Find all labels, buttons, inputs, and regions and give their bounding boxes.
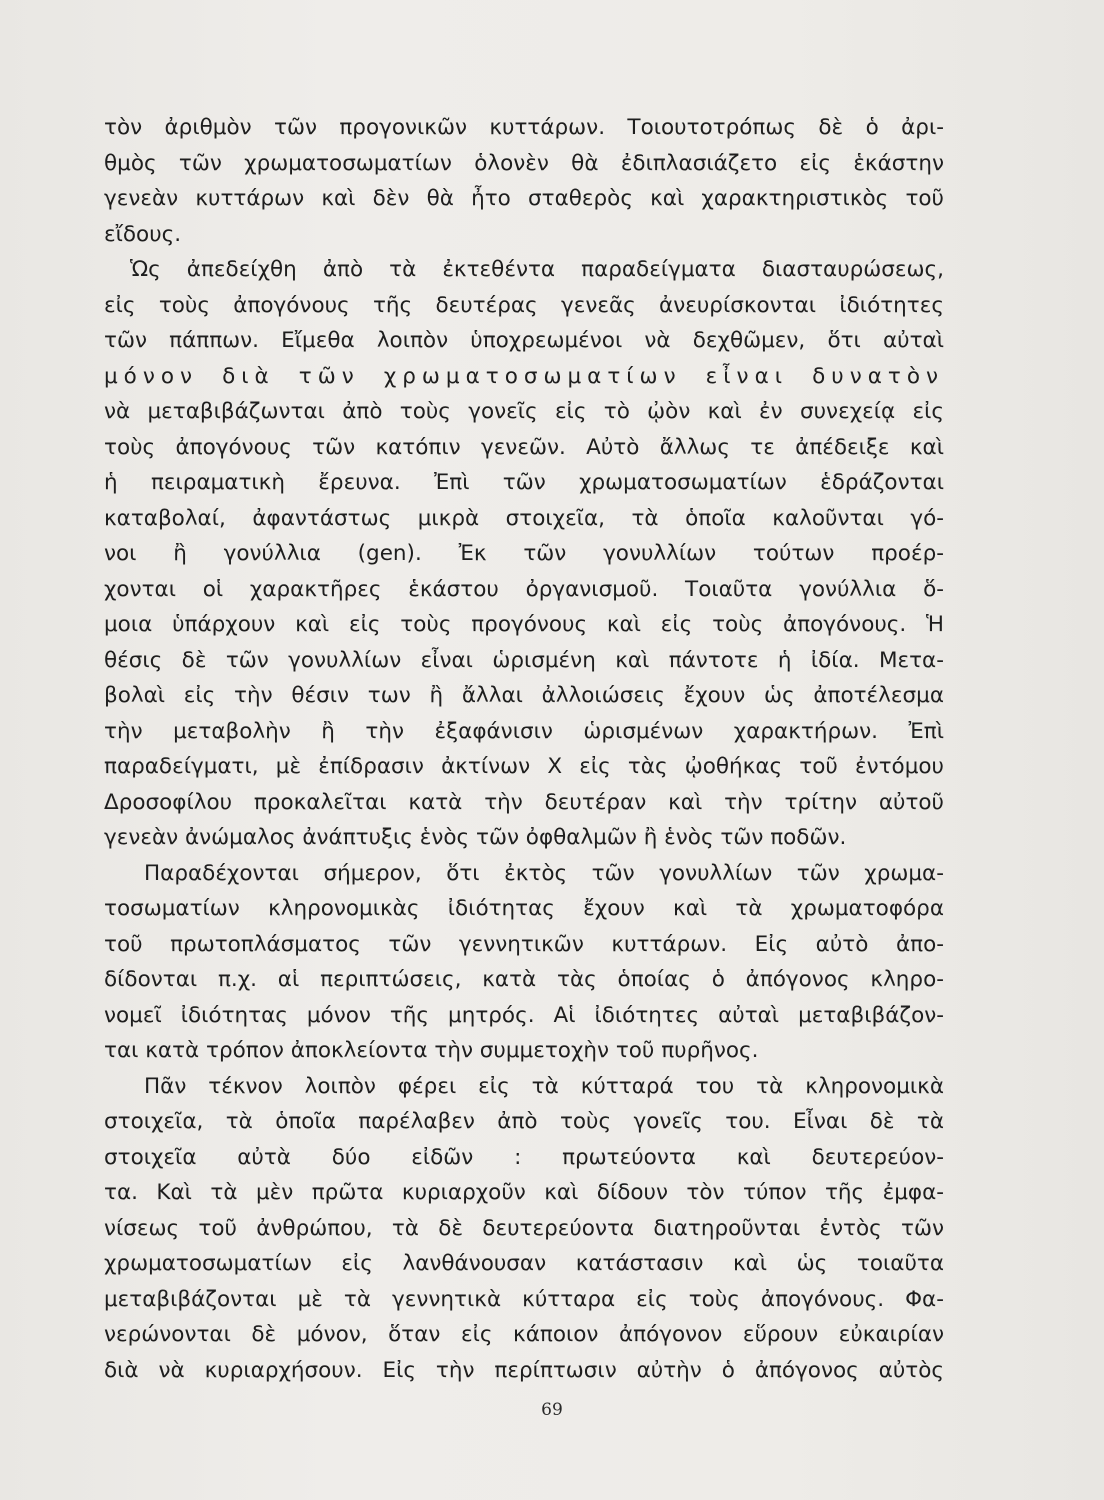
text-line: νίσεως τοῦ ἀνθρώπου, τὰ δὲ δευτερεύοντα διατηροῦνται ἐντὸς τῶν: [104, 1215, 944, 1241]
text-line: παραδείγματι, μὲ ἐπίδρασιν ἀκτίνων X εἰς τὰς ᾠοθήκας τοῦ ἐντόμου: [104, 754, 944, 779]
text-line: τοὺς ἀπογόνους τῶν κατόπιν γενεῶν. Αὐτὸ ἄλλως τε ἀπέδειξε καὶ: [104, 434, 944, 460]
text-line: θέσις δὲ τῶν γονυλλίων εἶναι ὡρισμένη καὶ πάντοτε ἡ ἰδία. Μετα-: [104, 647, 944, 673]
text-line: ται κατὰ τρόπον ἀποκλείοντα τὴν συμμετοχὴν τοῦ πυρῆνος.: [104, 1038, 759, 1063]
text-line: στοιχεῖα, τὰ ὁποῖα παρέλαβεν ἀπὸ τοὺς γονεῖς του. Εἶναι δὲ τὰ: [104, 1109, 944, 1134]
text-line: νερώνονται δὲ μόνον, ὅταν εἰς κάποιον ἀπόγονον εὕρουν εὐκαιρίαν: [104, 1322, 944, 1347]
text-line: θμὸς τῶν χρωματοσωματίων ὁλονὲν θὰ ἐδιπλασιάζετο εἰς ἑκάστην: [104, 150, 944, 176]
text-line: γενεὰν ἀνώμαλος ἀνάπτυξις ἑνὸς τῶν ὀφθαλμῶν ἢ ἑνὸς τῶν ποδῶν.: [104, 825, 847, 850]
text-line: διὰ νὰ κυριαρχήσουν. Εἰς τὴν περίπτωσιν αὐτὴν ὁ ἀπόγονος αὐτὸς: [104, 1357, 944, 1383]
text-line-emphasis: μόνον διὰ τῶν χρωματοσωματίων εἶναι δυνατὸν: [104, 363, 944, 389]
text-line: Δροσοφίλου προκαλεῖται κατὰ τὴν δευτέραν καὶ τὴν τρίτην αὐτοῦ: [104, 789, 944, 815]
text-line: εἴδους.: [104, 221, 182, 247]
text-line: τῶν πάππων. Εἴμεθα λοιπὸν ὑποχρεωμένοι νὰ δεχθῶμεν, ὅτι αὐταὶ: [104, 328, 944, 353]
text-line: βολαὶ εἰς τὴν θέσιν των ἢ ἄλλαι ἀλλοιώσεις ἔχουν ὡς ἀποτέλεσμα: [104, 683, 944, 708]
text-line: νομεῖ ἰδιότητας μόνον τῆς μητρός. Αἱ ἰδιότητες αὐταὶ μεταβιβάζον-: [104, 1002, 944, 1028]
text-line: γενεὰν κυττάρων καὶ δὲν θὰ ἦτο σταθερὸς καὶ χαρακτηριστικὸς τοῦ: [104, 186, 944, 211]
page-text: [104, 110, 944, 1388]
text-line: καταβολαί, ἀφαντάστως μικρὰ στοιχεῖα, τὰ ὁποῖα καλοῦνται γό-: [104, 505, 944, 531]
page-number: 69: [541, 1400, 563, 1420]
text-line: Πᾶν τέκνον λοιπὸν φέρει εἰς τὰ κύτταρά του τὰ κληρονομικὰ: [144, 1073, 944, 1099]
text-line: δίδονται π.χ. αἱ περιπτώσεις, κατὰ τὰς ὁποίας ὁ ἀπόγονος κληρο-: [104, 967, 944, 992]
text-line: τοσωματίων κληρονομικὰς ἰδιότητας ἔχουν καὶ τὰ χρωματοφόρα: [104, 896, 944, 921]
text-line: χρωματοσωματίων εἰς λανθάνουσαν κατάστασιν καὶ ὡς τοιαῦτα: [104, 1251, 944, 1276]
text-line: νὰ μεταβιβάζωνται ἀπὸ τοὺς γονεῖς εἰς τὸ ᾠὸν καὶ ἐν συνεχείᾳ εἰς: [104, 399, 944, 424]
text-line: μεταβιβάζονται μὲ τὰ γεννητικὰ κύτταρα εἰς τοὺς ἀπογόνους. Φα-: [104, 1286, 944, 1312]
text-line: τὴν μεταβολὴν ἢ τὴν ἐξαφάνισιν ὡρισμένων χαρακτήρων. Ἐπὶ: [104, 718, 944, 744]
text-line: εἰς τοὺς ἀπογόνους τῆς δευτέρας γενεᾶς ἀνευρίσκονται ἰδιότητες: [104, 292, 944, 318]
text-line: χονται οἱ χαρακτῆρες ἑκάστου ὀργανισμοῦ. Τοιαῦτα γονύλλια ὅ-: [104, 576, 944, 602]
text-line: Ὡς ἀπεδείχθη ἀπὸ τὰ ἐκτεθέντα παραδείγματα διασταυρώσεως,: [130, 257, 944, 282]
text-line: ἡ πειραματικὴ ἔρευνα. Ἐπὶ τῶν χρωματοσωματίων ἑδράζονται: [104, 470, 944, 495]
text-line: Παραδέχονται σήμερον, ὅτι ἐκτὸς τῶν γονυλλίων τῶν χρωμα-: [144, 860, 944, 886]
text-line: τοῦ πρωτοπλάσματος τῶν γεννητικῶν κυττάρων. Εἰς αὐτὸ ἀπο-: [104, 931, 944, 957]
text-line: νοι ἢ γονύλλια (gen). Ἐκ τῶν γονυλλίων τούτων προέρ-: [104, 541, 944, 566]
text-line: τὸν ἀριθμὸν τῶν προγονικῶν κυττάρων. Τοιουτοτρόπως δὲ ὁ ἀρι-: [104, 115, 944, 140]
text-line: τα. Καὶ τὰ μὲν πρῶτα κυριαρχοῦν καὶ δίδουν τὸν τύπον τῆς ἐμφα-: [104, 1180, 944, 1205]
text-line: στοιχεῖα αὐτὰ δύο εἰδῶν : πρωτεύοντα καὶ δευτερεύον-: [104, 1144, 944, 1170]
text-line: μοια ὑπάρχουν καὶ εἰς τοὺς προγόνους καὶ εἰς τοὺς ἀπογόνους. Ἡ: [104, 612, 944, 637]
